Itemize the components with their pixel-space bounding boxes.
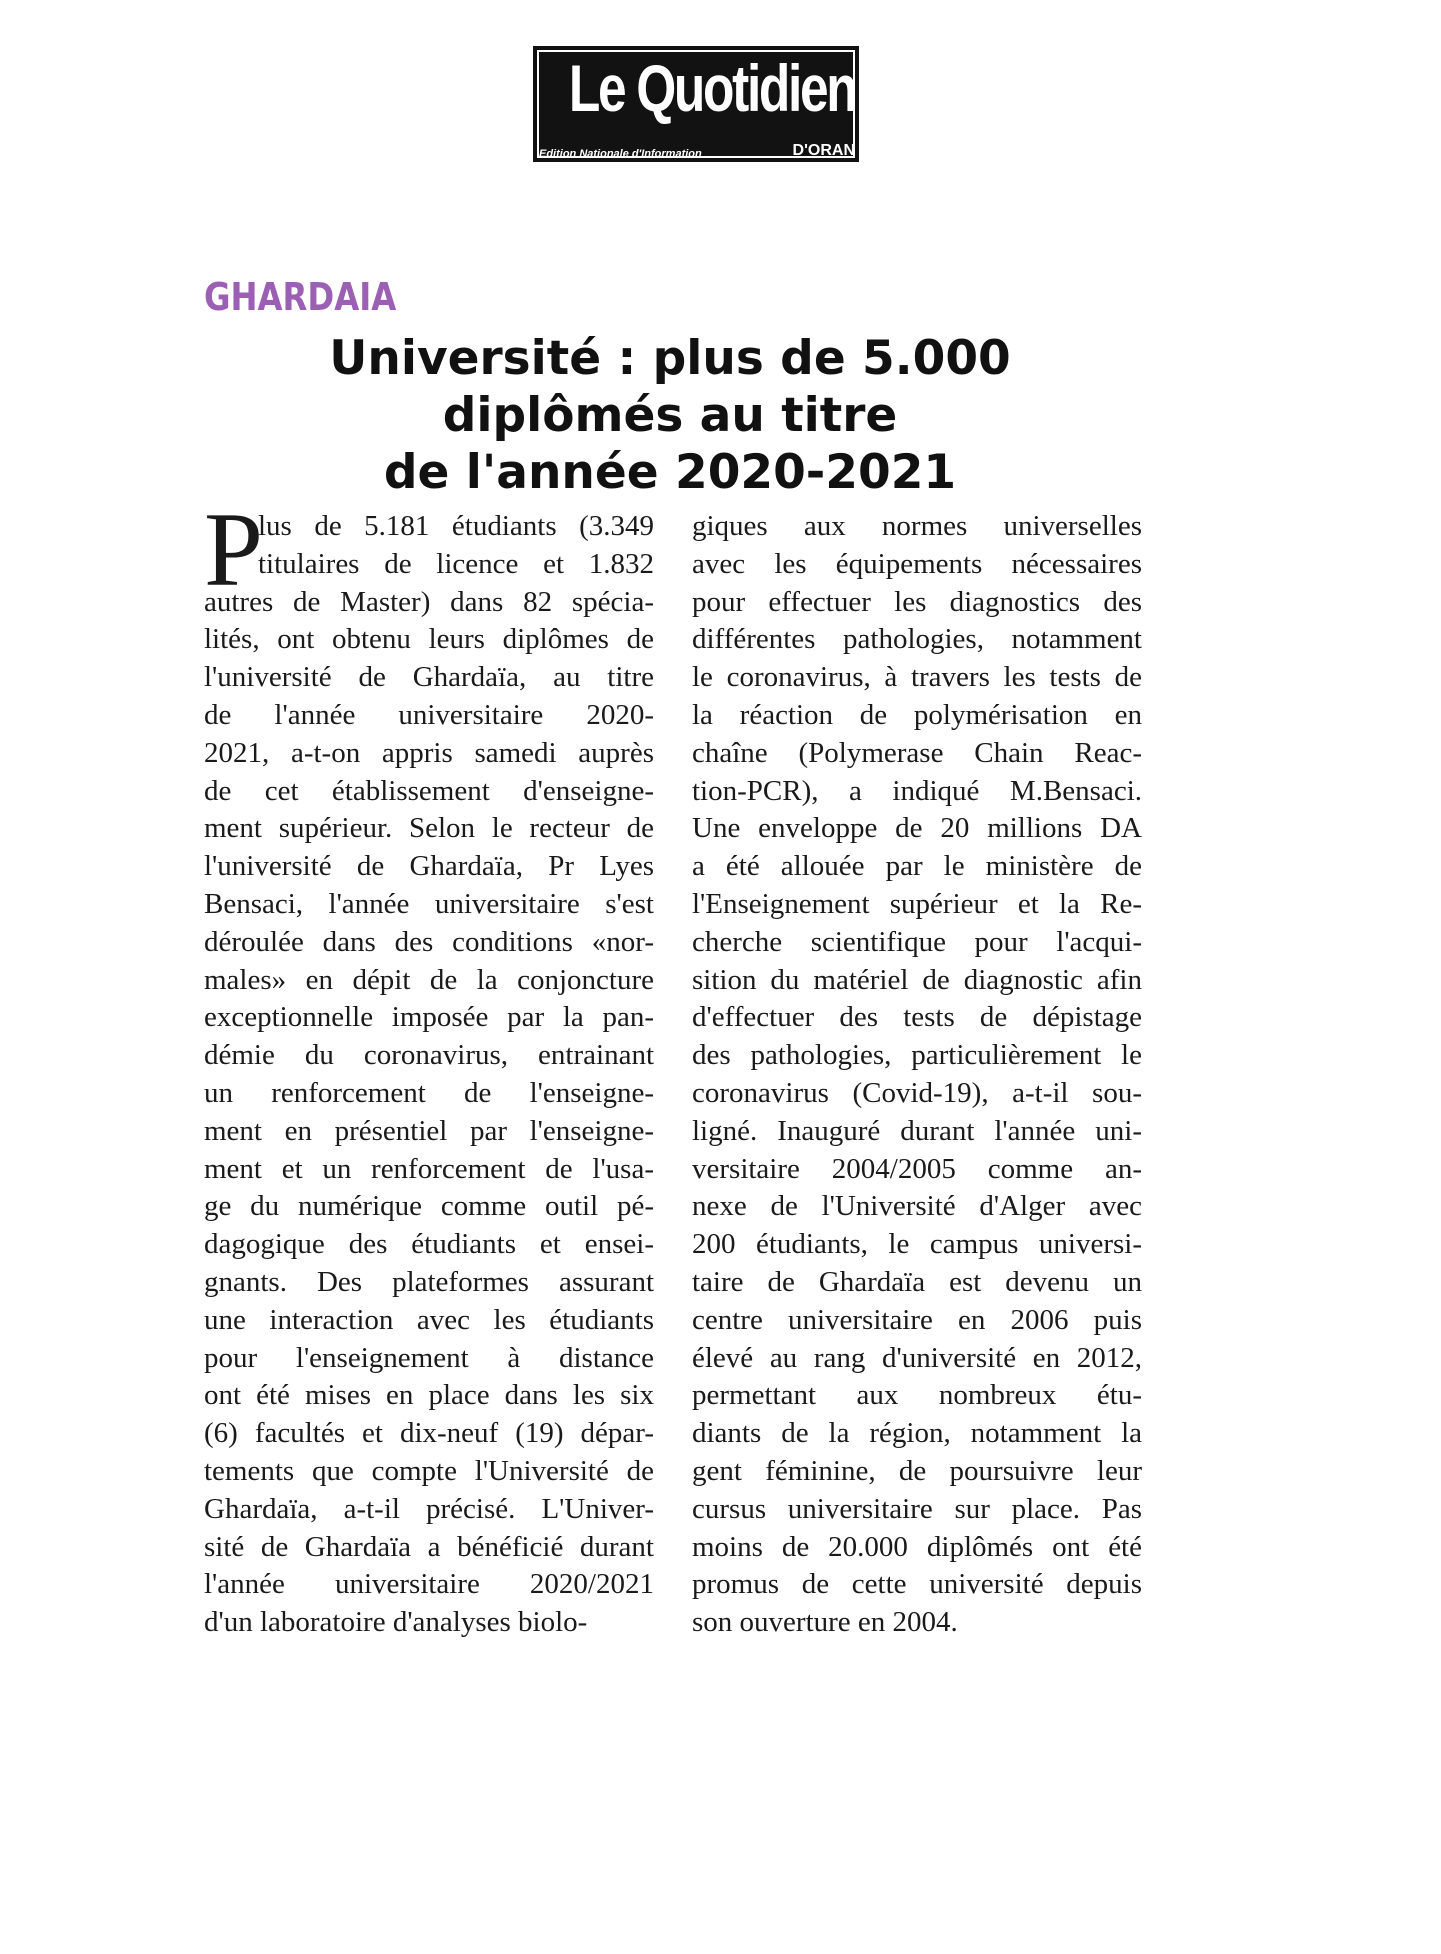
article-text-line: a été allouée par le ministère de (692, 850, 1142, 883)
article-text-line: déroulée dans des conditions «nor- (204, 925, 654, 958)
article-text-line: versitaire 2004/2005 comme an- (692, 1152, 1142, 1185)
article-headline (200, 330, 1140, 501)
article-text-line: taire de Ghardaïa est devenu un (692, 1265, 1142, 1298)
article-text-line: 2021, a-t-on appris samedi auprès (204, 736, 654, 769)
article-text-line: le coronavirus, à travers les tests de (692, 661, 1142, 694)
article-text-line: tements que compte l'Université de (204, 1454, 654, 1487)
article-column-left (204, 491, 654, 1642)
article-text-line: démie du coronavirus, entrainant (204, 1039, 654, 1072)
headline-line: de l'année 2020-2021 (383, 445, 957, 500)
article-text-line: un renforcement de l'enseigne- (204, 1076, 654, 1109)
article-text-line: l'année universitaire 2020/2021 (204, 1568, 654, 1601)
article-text-line: l'Enseignement supérieur et la Re- (692, 887, 1142, 920)
article-text-line: l'université de Ghardaïa, au titre (204, 661, 654, 694)
logo-subtitle: Edition Nationale d'Information (539, 148, 702, 160)
article-column-right (692, 508, 1142, 1642)
article-text-line: cursus universitaire sur place. Pas (692, 1492, 1142, 1525)
article-text-line: pour effectuer les diagnostics des (692, 585, 1142, 618)
logo-city: D'ORAN (792, 142, 855, 159)
article-text-line: élevé au rang d'université en 2012, (692, 1341, 1142, 1374)
article-text-line: différentes pathologies, notamment (692, 623, 1142, 656)
headline-line: Université : plus de 5.000 (329, 331, 1011, 386)
article-text-line: cherche scientifique pour l'acqui- (692, 925, 1142, 958)
article-text-line: dagogique des étudiants et ensei- (204, 1228, 654, 1261)
article-text-line: (6) facultés et dix-neuf (19) dépar- (204, 1417, 654, 1450)
article-text-line: d'effectuer des tests de dépistage (692, 1001, 1142, 1034)
article-text-line: son ouverture en 2004. (692, 1606, 958, 1639)
article-text-line: ge du numérique comme outil pé- (204, 1190, 654, 1223)
newspaper-logo (533, 46, 859, 162)
article-text-line: ment et un renforcement de l'usa- (204, 1152, 654, 1185)
article-text-line: males» en dépit de la conjoncture (204, 963, 654, 996)
article-text-line: lus de 5.181 étudiants (3.349 (258, 510, 654, 542)
article-text-line: des pathologies, particulièrement le (692, 1039, 1142, 1072)
article-text-line: Une enveloppe de 20 millions DA (692, 812, 1142, 845)
headline-line: diplômés au titre (442, 388, 898, 443)
article-text-line: gent féminine, de poursuivre leur (692, 1454, 1142, 1487)
article-text-line: avec les équipements nécessaires (692, 547, 1142, 580)
article-text-line: chaîne (Polymerase Chain Reac- (692, 736, 1142, 769)
article-text-line: diants de la région, notamment la (692, 1417, 1142, 1450)
article-text-line: promus de cette université depuis (692, 1568, 1142, 1601)
article-text-line: permettant aux nombreux étu- (692, 1379, 1142, 1412)
article-text-line: Ghardaïa, a-t-il précisé. L'Univer- (204, 1492, 654, 1525)
article-text-line: exceptionnelle imposée par la pan- (204, 1001, 654, 1034)
article-text-line: ment supérieur. Selon le recteur de (204, 812, 654, 845)
article-text-line: giques aux normes universelles (692, 510, 1142, 542)
article-text-line: lités, ont obtenu leurs diplômes de (204, 623, 654, 656)
article-text-line: ligné. Inauguré durant l'année uni- (692, 1114, 1142, 1147)
section-label: GHARDAIA (204, 275, 397, 319)
article-text-line: sition du matériel de diagnostic afin (692, 963, 1142, 996)
article-text-line: la réaction de polymérisation en (692, 698, 1142, 731)
article-text-line: 200 étudiants, le campus universi- (692, 1228, 1142, 1261)
article-text-line: Bensaci, l'année universitaire s'est (204, 887, 654, 920)
article-text-line: autres de Master) dans 82 spécia- (204, 585, 654, 618)
article-text-line: l'université de Ghardaïa, Pr Lyes (204, 850, 654, 883)
article-text-line: de cet établissement d'enseigne- (204, 774, 654, 807)
article-text-line: tion-PCR), a indiqué M.Bensaci. (692, 774, 1142, 807)
article-text-line: pour l'enseignement à distance (204, 1341, 654, 1374)
article-text-line: de l'année universitaire 2020- (204, 698, 654, 731)
article-text-line: d'un laboratoire d'analyses biolo- (204, 1606, 588, 1639)
article-text-line: moins de 20.000 diplômés ont été (692, 1530, 1142, 1563)
article-text-line: ont été mises en place dans les six (204, 1379, 654, 1412)
article-text-line: sité de Ghardaïa a bénéficié durant (204, 1530, 654, 1563)
logo-title: Le Quotidien (568, 51, 856, 125)
article-text-line: centre universitaire en 2006 puis (692, 1303, 1142, 1336)
article-text-line: gnants. Des plateformes assurant (204, 1265, 654, 1298)
article-text-line: nexe de l'Université d'Alger avec (692, 1190, 1142, 1223)
drop-cap: P (204, 491, 263, 608)
article-text-line: ment en présentiel par l'enseigne- (204, 1114, 654, 1147)
article-text-line: coronavirus (Covid-19), a-t-il sou- (692, 1076, 1142, 1109)
article-text-line: une interaction avec les étudiants (204, 1303, 654, 1336)
article-text-line: titulaires de licence et 1.832 (258, 547, 654, 580)
